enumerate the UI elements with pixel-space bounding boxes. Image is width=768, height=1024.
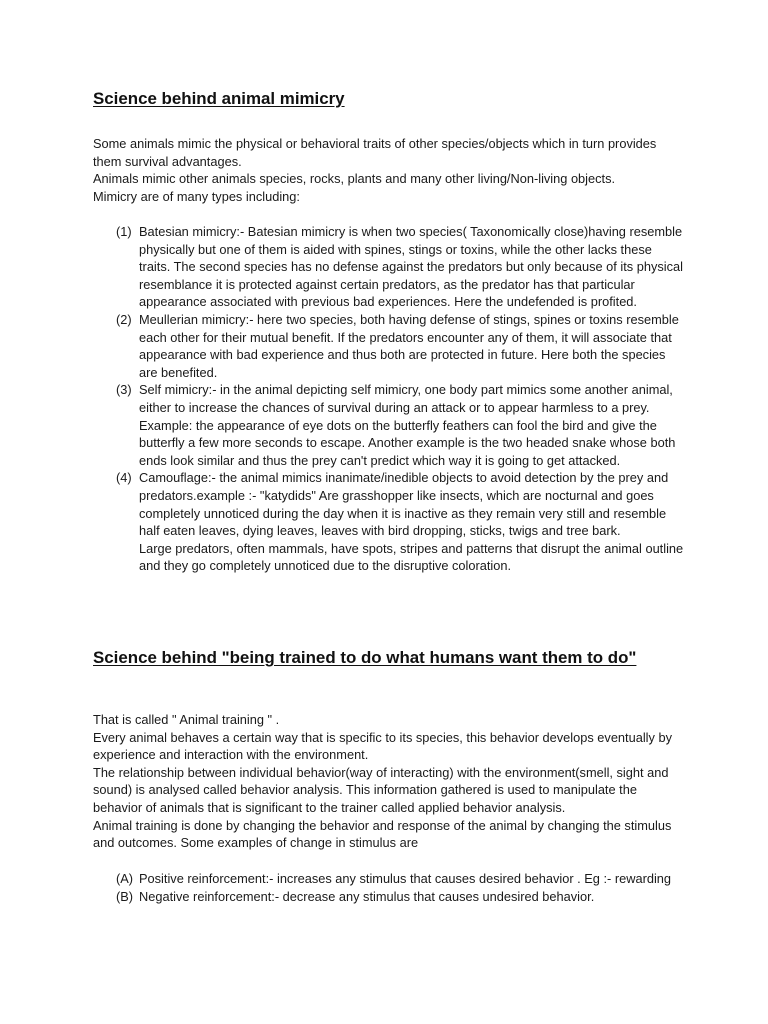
body-paragraph: Every animal behaves a certain way that is specific to its species, this behavior develops eventually by experience and interaction with the environment. bbox=[93, 729, 672, 763]
list-item bbox=[116, 381, 686, 469]
section-heading-mimicry: Science behind animal mimicry bbox=[93, 89, 345, 108]
list-marker: (3) bbox=[116, 382, 132, 398]
section-heading-animal-training: Science behind "being trained to do what humans want them to do" bbox=[93, 648, 637, 667]
body-paragraph: Animal training is done by changing the behavior and response of the animal by changing the stimulus and outcomes. Some examples of change in stimulus are bbox=[93, 817, 672, 851]
list-item bbox=[116, 311, 686, 381]
list-item-text: Self mimicry:- in the animal depicting self mimicry, one body part mimics some another animal, either to increase the chances of survival during an attack or to appear harmless to a prey. Example: the appearance of eye dots on the butterfly feathers can fool the bird and give the butterfly a few more seconds to escape. Another example is the two headed snake whose both ends look similar and thus the prey can't predict which way it is going to get attacked. bbox=[139, 382, 676, 468]
list-marker: (2) bbox=[116, 311, 132, 327]
mimicry-types-list bbox=[116, 223, 686, 575]
list-item bbox=[116, 223, 686, 311]
stimulus-examples-list bbox=[116, 870, 686, 905]
list-item bbox=[116, 469, 686, 575]
list-item-text: Negative reinforcement:- decrease any stimulus that causes undesired behavior. bbox=[139, 888, 595, 904]
list-item bbox=[116, 888, 686, 906]
list-marker: (4) bbox=[116, 470, 132, 486]
list-item-text: Meullerian mimicry:- here two species, both having defense of stings, spines or toxins resemble each other for their mutual benefit. If the predators encounter any of them, it will associate that appearance with bad experience and thus both are protected in future. Here both the species are benefited. bbox=[139, 311, 679, 380]
mimicry-intro bbox=[93, 135, 683, 205]
list-item bbox=[116, 870, 686, 888]
list-item-extra-text: Large predators, often mammals, have spots, stripes and patterns that disrupt the animal outline and they go completely unnoticed due to the disruptive coloration. bbox=[139, 540, 684, 574]
intro-paragraph: Mimicry are of many types including: bbox=[93, 188, 300, 204]
list-marker: (1) bbox=[116, 224, 132, 239]
body-paragraph: The relationship between individual behavior(way of interacting) with the environment(smell, sight and sound) is analysed called behavior analysis. This information gathered is used to manipulate the behavior of animals that is significant to the trainer called applied behavior analysis. bbox=[93, 764, 669, 815]
intro-paragraph: Animals mimic other animals species, rocks, plants and many other living/Non-living objects. bbox=[93, 171, 616, 187]
training-body bbox=[93, 711, 683, 852]
intro-paragraph: Some animals mimic the physical or behavioral traits of other species/objects which in turn provides them survival advantages. bbox=[93, 136, 657, 169]
list-item-text: Batesian mimicry:- Batesian mimicry is when two species( Taxonomically close)having resemble physically but one of them is aided with spines, stings or toxins, while the other lacks these traits. The second species has no defense against the predators but only because of its physical resemblance it is protected against certain predators, as the predator has that particular appearance associated with previous bad experiences. Here the undefended is profited. bbox=[139, 224, 683, 310]
list-item-text: Camouflage:- the animal mimics inanimate/inedible objects to avoid detection by the prey and predators.example :- "katydids" Are grasshopper like insects, which are nocturnal and goes completely unnoticed during the day when it is inactive as they remain very still and resemble half eaten leaves, dying leaves, leaves with bird dropping, sticks, twigs and tree bark. bbox=[139, 470, 669, 539]
list-item-text: Positive reinforcement:- increases any stimulus that causes desired behavior . Eg :- rewarding bbox=[139, 871, 672, 886]
body-paragraph: That is called " Animal training " . bbox=[93, 712, 280, 727]
list-marker: (B) bbox=[116, 888, 134, 904]
list-marker: (A) bbox=[116, 871, 134, 886]
